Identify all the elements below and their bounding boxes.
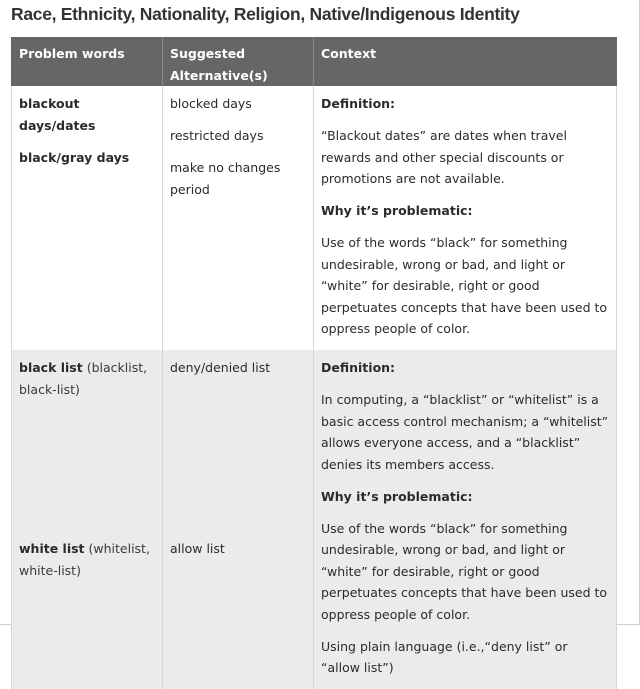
header-context: Context	[314, 37, 617, 86]
problem-words-cell	[12, 350, 163, 689]
problem-term-entry	[19, 357, 156, 400]
definition-label: Definition:	[321, 360, 396, 375]
definition-text: In computing, a “blacklist” or “whitelist” is a basic access control mechanism; a “whitelist” allows everyone access, and a “blacklist” denies its members access.	[321, 392, 609, 472]
why-problematic-text: Use of the words “black” for something undesirable, wrong or bad, and light or “white” for desirable, right or good perpetuates concepts that have been used to oppress people of color.	[321, 520, 608, 622]
problem-words-cell	[12, 86, 163, 350]
alternative-term: make no changes period	[170, 160, 281, 197]
definition-text: “Blackout dates” are dates when travel rewards and other special discounts or promotions are not available.	[321, 128, 567, 186]
table-row	[12, 350, 617, 689]
alternatives-cell	[163, 86, 314, 350]
table-row	[12, 86, 617, 350]
problem-term-variants: (whitelist, white-list)	[19, 541, 150, 578]
alternative-term: restricted days	[170, 128, 264, 143]
definition-label: Definition:	[321, 96, 396, 111]
header-suggested-alternatives: Suggested Alternative(s)	[163, 37, 314, 86]
context-cell	[314, 350, 617, 689]
problem-term: blackout days/dates	[19, 96, 96, 133]
alternative-term: deny/denied list	[170, 360, 271, 375]
glossary-table	[11, 37, 617, 689]
problem-term-variants: (blacklist, black-list)	[19, 360, 148, 397]
header-problem-words: Problem words	[12, 37, 163, 86]
why-problematic-text: Use of the words “black” for something undesirable, wrong or bad, and light or “white” for desirable, right or good perpetuates concepts that have been used to oppress people of color.	[321, 235, 608, 336]
alternative-term: allow list	[170, 541, 225, 556]
table-header-row	[12, 37, 617, 86]
why-problematic-label: Why it’s problematic:	[321, 203, 473, 218]
section-title: Race, Ethnicity, Nationality, Religion, Native/Indigenous Identity	[11, 4, 520, 24]
problem-term: black/gray days	[19, 149, 130, 165]
context-cell	[314, 86, 617, 350]
problem-term: white list	[19, 541, 85, 556]
problem-term: black list	[19, 360, 83, 375]
why-problematic-label: Why it’s problematic:	[321, 488, 473, 504]
problem-term-entry	[19, 538, 156, 581]
alternative-term: blocked days	[170, 96, 252, 111]
plain-language-text: Using plain language (i.e.,“deny list” or “allow list”)	[321, 638, 568, 675]
alternatives-cell	[163, 350, 314, 689]
